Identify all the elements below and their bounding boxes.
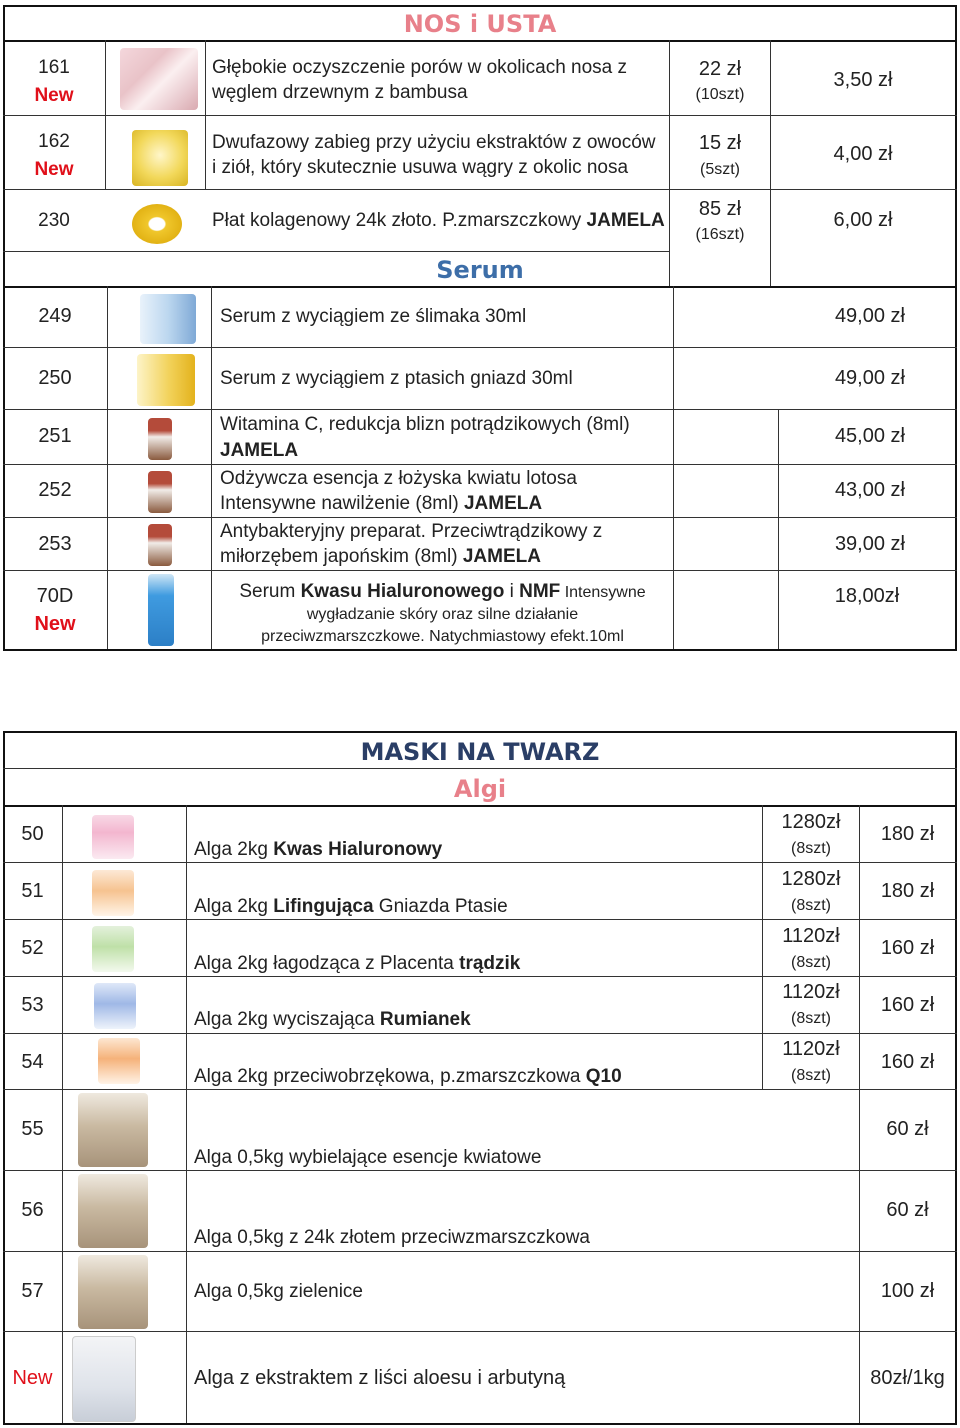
unit-price: 180 zł — [880, 823, 935, 845]
pack-quantity: (8szt) — [791, 954, 831, 971]
product-description: Serum z wyciągiem z ptasich gniazd 30ml — [220, 368, 573, 389]
product-image — [132, 130, 188, 186]
product-number: 253 — [38, 533, 72, 555]
product-description-text: Alga 2kg łagodząca z Placenta — [194, 953, 460, 974]
new-badge: New — [34, 85, 74, 106]
unit-price: 100 zł — [880, 1280, 935, 1302]
product-number: 54 — [21, 1051, 44, 1073]
unit-price: 180 zł — [880, 880, 935, 902]
product-image — [92, 870, 134, 916]
table-border — [955, 731, 957, 1425]
unit-price: 60 zł — [886, 1199, 929, 1221]
product-description: Głębokie oczyszczenie porów w okolicach nosa z — [212, 57, 628, 78]
product-description — [194, 837, 759, 862]
pack-quantity: (8szt) — [791, 840, 831, 857]
product-number: 251 — [38, 425, 72, 447]
row-divider — [3, 251, 669, 252]
section-title-nos-usta: NOS i USTA — [403, 10, 557, 38]
product-number: 70D — [36, 585, 74, 607]
brand-name: JAMELA — [220, 440, 299, 461]
unit-price: 49,00 zł — [834, 367, 905, 389]
product-image — [120, 48, 198, 110]
product-number: 53 — [21, 994, 44, 1016]
row-divider — [3, 40, 957, 42]
product-image — [148, 418, 172, 460]
product-description: Alga 0,5kg zielenice — [194, 1281, 363, 1302]
new-badge: New — [12, 1367, 53, 1389]
brand-name: JAMELA — [463, 493, 543, 514]
unit-price: 45,00 zł — [834, 425, 905, 447]
unit-price: 39,00 zł — [834, 533, 905, 555]
col-divider — [205, 40, 206, 189]
product-number: 249 — [38, 305, 72, 327]
row-divider — [3, 189, 957, 190]
product-image — [148, 524, 172, 566]
pack-quantity: (5szt) — [700, 161, 740, 178]
product-number: 57 — [21, 1280, 44, 1302]
product-variant: Kwas Hialuronowy — [273, 839, 443, 860]
table-border — [3, 731, 957, 733]
product-image — [98, 1038, 140, 1084]
product-description — [194, 1007, 759, 1032]
product-description: węglem drzewnym z bambusa — [212, 82, 468, 103]
product-description-text: Intensywne — [560, 584, 646, 601]
product-description-text: Alga 2kg — [194, 896, 274, 917]
product-description: Odżywcza esencja z łożyska kwiatu lotosa — [220, 468, 577, 489]
product-image — [78, 1093, 148, 1167]
pack-price: 85 zł — [698, 198, 742, 220]
row-divider — [3, 115, 957, 116]
product-number: 56 — [21, 1199, 44, 1221]
row-divider — [3, 286, 957, 288]
section-title-maski: MASKI NA TWARZ — [360, 738, 600, 766]
col-divider — [186, 805, 187, 1423]
product-image — [94, 983, 136, 1029]
pack-price: 15 zł — [698, 132, 742, 154]
row-divider — [3, 976, 957, 977]
pack-quantity: (16szt) — [695, 226, 745, 243]
row-divider — [3, 1033, 957, 1034]
product-description: Witamina C, redukcja blizn potrądzikowych (8ml) — [220, 414, 630, 435]
product-number: 55 — [21, 1118, 44, 1140]
product-description: Dwufazowy zabieg przy użyciu ekstraktów z owoców — [212, 132, 656, 153]
product-image — [92, 815, 134, 859]
ingredient-name: NMF — [519, 581, 561, 602]
row-divider — [3, 1089, 957, 1090]
product-number: 252 — [38, 479, 72, 501]
unit-price: 160 zł — [880, 1051, 935, 1073]
product-variant: trądzik — [459, 953, 521, 974]
row-divider — [3, 768, 957, 769]
product-description-text: Serum — [239, 581, 301, 602]
section-title-serum: Serum — [436, 256, 524, 284]
product-description: Alga z ekstraktem z liści aloesu i arbutyną — [194, 1367, 566, 1389]
brand-name: JAMELA — [462, 546, 541, 567]
unit-price: 80zł/1kg — [870, 1367, 945, 1389]
table-border — [955, 5, 957, 651]
product-description-text: miłorzębem japońskim (8ml) — [220, 546, 463, 567]
product-description — [220, 491, 670, 516]
product-image — [140, 294, 196, 344]
row-divider — [3, 409, 957, 410]
product-description: i ziół, który skutecznie usuwa wągry z okolic nosa — [212, 157, 629, 178]
product-number: 51 — [21, 880, 44, 902]
row-divider — [3, 862, 957, 863]
pack-quantity: (10szt) — [695, 86, 745, 103]
row-divider — [3, 1251, 957, 1252]
product-image — [72, 1336, 136, 1422]
product-description: wygładzanie skóry oraz silne działanie — [306, 606, 579, 623]
product-description: Serum z wyciągiem ze ślimaka 30ml — [220, 306, 527, 327]
product-description — [194, 1064, 759, 1089]
product-description: Alga 0,5kg z 24k złotem przeciwzmarszczkowa — [194, 1227, 590, 1248]
unit-price: 3,50 zł — [833, 69, 893, 91]
col-divider — [673, 286, 674, 649]
product-image — [92, 926, 134, 972]
product-variant: Rumianek — [379, 1009, 471, 1030]
pack-price: 1120zł — [782, 925, 840, 947]
product-description — [194, 894, 759, 919]
row-divider — [3, 347, 957, 348]
product-description-text: Intensywne nawilżenie (8ml) — [220, 493, 464, 514]
ingredient-name: Kwasu Hialuronowego — [300, 581, 505, 602]
unit-price: 43,00 zł — [834, 479, 905, 501]
row-divider — [3, 649, 957, 651]
product-image — [78, 1174, 148, 1248]
product-description: Antybakteryjny preparat. Przeciwtrądzikowy z — [220, 521, 603, 542]
product-description — [194, 951, 759, 976]
pack-price: 1280zł — [781, 868, 841, 890]
product-description-text: Alga 2kg — [194, 839, 274, 860]
pack-quantity: (8szt) — [791, 1067, 831, 1084]
pack-price: 1120zł — [782, 1038, 840, 1060]
row-divider — [3, 517, 957, 518]
table-border — [3, 1423, 957, 1425]
row-divider — [3, 805, 957, 807]
unit-price: 49,00 zł — [834, 305, 905, 327]
unit-price: 4,00 zł — [833, 143, 893, 165]
row-divider — [3, 919, 957, 920]
unit-price: 6,00 zł — [833, 209, 893, 231]
product-description-text: Gniazda Ptasie — [373, 896, 508, 917]
table-border — [3, 5, 957, 7]
product-description-text: Alga 2kg wyciszająca — [194, 1009, 380, 1030]
new-badge: New — [34, 159, 74, 180]
product-variant: Lifingująca — [273, 896, 374, 917]
product-number: 50 — [21, 823, 44, 845]
product-number: 161 — [38, 57, 70, 78]
product-description-text: Alga 2kg przeciwobrzękowa, p.zmarszczkowa — [194, 1066, 586, 1087]
row-divider — [3, 464, 957, 465]
product-description: Alga 0,5kg wybielające esencje kwiatowe — [194, 1147, 542, 1168]
section-subtitle-algi: Algi — [453, 775, 507, 803]
product-number: 162 — [38, 131, 70, 152]
row-divider — [3, 1331, 957, 1332]
unit-price: 18,00zł — [834, 585, 900, 607]
unit-price: 160 zł — [880, 994, 935, 1016]
pack-quantity: (8szt) — [791, 897, 831, 914]
product-image — [78, 1255, 148, 1329]
product-number: 230 — [38, 210, 70, 231]
product-image — [148, 574, 174, 646]
product-description-text: Płat kolagenowy 24k złoto. P.zmarszczkowy — [212, 210, 587, 231]
product-description — [212, 208, 667, 233]
product-image — [137, 354, 195, 406]
product-number: 250 — [38, 367, 72, 389]
brand-name: JAMELA — [586, 210, 665, 231]
product-number: 52 — [21, 937, 44, 959]
product-image — [132, 204, 182, 244]
col-divider — [62, 805, 63, 1423]
pack-price: 22 zł — [698, 58, 742, 80]
pack-price: 1120zł — [782, 981, 840, 1003]
unit-price: 160 zł — [880, 937, 935, 959]
col-divider — [107, 286, 108, 649]
col-divider — [105, 40, 106, 189]
row-divider — [3, 1170, 957, 1171]
pack-quantity: (8szt) — [791, 1010, 831, 1027]
row-divider — [3, 570, 957, 571]
new-badge: New — [34, 613, 76, 635]
product-image — [148, 471, 172, 513]
product-description — [212, 579, 673, 605]
product-variant: Q10 — [585, 1066, 622, 1087]
product-description — [220, 544, 670, 569]
product-description-text: i — [504, 581, 520, 602]
product-description: przeciwzmarszczkowe. Natychmiastowy efekt.10ml — [261, 628, 624, 645]
unit-price: 60 zł — [886, 1118, 929, 1140]
pack-price: 1280zł — [781, 811, 841, 833]
